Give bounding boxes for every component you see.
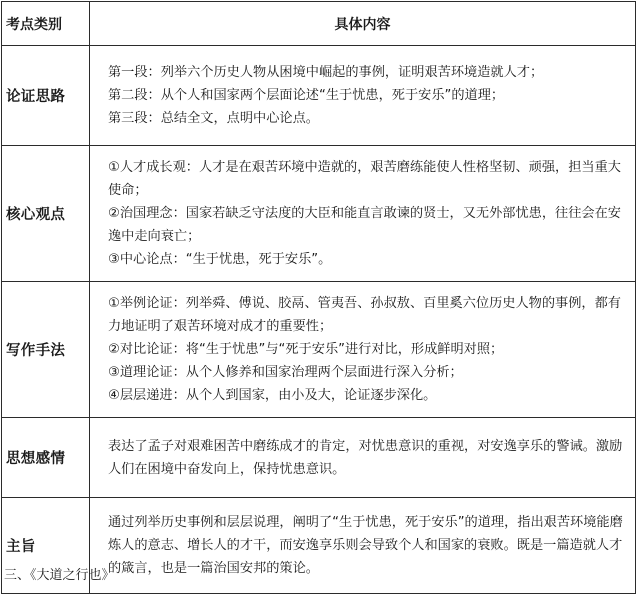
content-line: ①人才成长观：人才是在艰苦环境中造就的，艰苦磨练能使人性格坚韧、顽强，担当重大使命； (108, 160, 621, 198)
content-cell (90, 498, 636, 594)
next-section-heading: 三、《大道之行也》 (4, 568, 115, 583)
content-line: ③中心论点：“生于忧患，死于安乐”。 (108, 252, 332, 267)
content-line: 第三段：总结全文，点明中心论点。 (108, 111, 319, 126)
category-cell: 核心观点 (2, 146, 90, 282)
content-line: 第一段：列举六个历史人物从困境中崛起的事例，证明艰苦环境造就人才； (108, 65, 544, 80)
table-header-row (2, 2, 636, 46)
content-line: ②治国理念：国家若缺乏守法度的大臣和能直言敢谏的贤士，又无外部忧患，往往会在安逸中走向衰亡； (108, 206, 621, 244)
content-cell (90, 46, 636, 146)
table-row-thoughts-feelings (2, 418, 636, 498)
content-line: ③道理论证：从个人修养和国家治理两个层面进行深入分析； (108, 365, 463, 380)
category-cell: 主旨 (2, 498, 90, 594)
content-cell (90, 146, 636, 282)
study-summary-table (1, 1, 636, 594)
category-column-header: 考点类别 (2, 2, 90, 46)
table-row-core-views (2, 146, 636, 282)
table-row-writing-techniques (2, 282, 636, 418)
content-line: ②对比论证：将“生于忧患”与“死于安乐”进行对比，形成鲜明对照； (108, 342, 504, 357)
category-cell: 思想感情 (2, 418, 90, 498)
category-cell: 论证思路 (2, 46, 90, 146)
content-line: ④层层递进：从个人到国家，由小及大，论证逐步深化。 (108, 388, 437, 403)
category-cell: 写作手法 (2, 282, 90, 418)
content-line: 表达了孟子对艰难困苦中磨练成才的肯定，对忧患意识的重视，对安逸享乐的警诫。激励人们在困境中奋发向上，保持忧患意识。 (108, 438, 623, 477)
table-row-argument-structure (2, 46, 636, 146)
content-column-header: 具体内容 (90, 2, 636, 46)
content-cell (90, 282, 636, 418)
content-line: 通过列举历史事例和层层说理，阐明了“生于忧患，死于安乐”的道理，指出艰苦环境能磨炼人的意志、增长人的才干，而安逸享乐则会导致个人和国家的衰败。既是一篇造就人才的箴言，也是一篇治国安邦的策论。 (108, 515, 623, 576)
content-cell (90, 418, 636, 498)
content-line: 第二段：从个人和国家两个层面论述“生于忧患，死于安乐”的道理； (108, 88, 505, 103)
content-line: ①举例论证：列举舜、傅说、胶鬲、管夷吾、孙叔敖、百里奚六位历史人物的事例，都有力地证明了艰苦环境对成才的重要性； (108, 296, 621, 334)
